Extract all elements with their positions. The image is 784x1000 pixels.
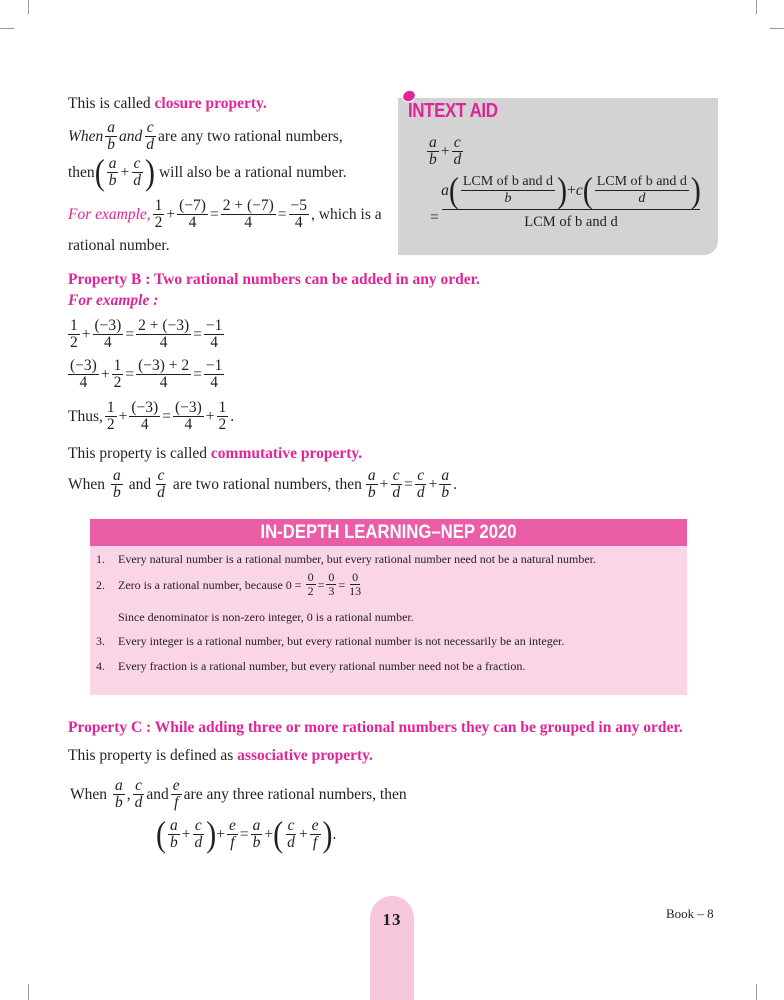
nep-since-text: Since denominator is non-zero integer, 0 is a rational number. [118,610,414,624]
fraction-a-b: $\frac{a}{b}$ [107,119,116,153]
associative-definition: When $\frac{a}{b}$ , $\frac{c}{d}$ and $\frac{e}{f}$ are any three rational numbers, then [70,777,407,811]
commutative-line: This property is called commutative property. [68,445,363,462]
nep-item: 2. Zero is a rational number, because 0 = $\frac{0}{2}$ = $\frac{0}{3}$ = $\frac{0}{13}$ [96,570,362,598]
intext-aid-formula: a ( $\frac{\text{LCM of b and d}}{b}$ ) + c ( $\frac{\text{LCM of b and d}}{d}$ ) LCM of b and d [441,170,701,230]
closure-highlight: closure property. [154,95,267,112]
closure-then-line: then ( $\frac{a}{b}$ + $\frac{c}{d}$ ) will also be a rational number. [68,152,347,192]
associative-equation: ( $\frac{a}{b}$ + $\frac{c}{d}$ ) + $\frac{e}{f}$ = $\frac{a}{b}$ + ( $\frac{c}{d}$ + $\frac{e}{f}$ ) . [156,814,337,854]
closure-rational-number: rational number. [68,237,170,254]
intext-aid-sum: $\frac{a}{b}$ + $\frac{c}{d}$ [429,134,462,168]
crop-mark [28,0,29,14]
intext-aid-title: INTEXT AID [408,100,498,122]
associative-highlight: associative property. [237,747,373,764]
closure-example: For example, $\frac{1}{2}$ + $\frac{(-7)}{4}$ = $\frac{2 + (-7)}{4}$ = $\frac{-5}{4}$ , which is a [68,197,382,231]
property-b-eq3: Thus, $\frac{1}{2}$ + $\frac{(-3)}{4}$ = $\frac{(-3)}{4}$ + $\frac{1}{2}$ . [68,399,235,433]
fraction-c-d: $\frac{c}{d}$ [146,119,155,153]
property-c-heading: Property C : While adding three or more rational numbers they can be grouped in any order. [68,719,683,736]
nep-item: 3. Every integer is a rational number, but every rational number is not necessarily be an integer. [96,634,565,648]
nep-item: 4. Every fraction is a rational number, but every rational number need not be a fraction. [96,659,526,673]
property-b-example-label: For example : [68,292,159,309]
property-b-eq1: $\frac{1}{2}$ + $\frac{(-3)}{4}$ = $\frac{2 + (-3)}{4}$ = $\frac{-1}{4}$ [70,317,223,351]
nep-item: 1. Every natural number is a rational number, but every rational number need not be a natural number. [96,552,597,566]
nep-heading: IN-DEPTH LEARNING–NEP 2020 [90,519,687,546]
crop-mark [0,28,14,29]
commutative-highlight: commutative property. [210,445,363,462]
associative-line: This property is defined as associative property. [68,747,373,764]
property-b-eq2: $\frac{(-3)}{4}$ + $\frac{1}{2}$ = $\frac{(-3) + 2}{4}$ = $\frac{-1}{4}$ [70,357,223,391]
page-number: 13 [382,910,402,929]
crop-mark [28,984,29,1000]
crop-mark [770,28,784,29]
crop-mark [756,984,757,1000]
intext-aid-equals: = [430,209,439,226]
property-b-heading: Property B : Two rational numbers can be added in any order. [68,271,480,288]
book-label: Book – 8 [666,906,714,921]
commutative-definition: When $\frac{a}{b}$ and $\frac{c}{d}$ are two rational numbers, then $\frac{a}{b}$ + $\frac{c}{d}$ = $\frac{c}{d}$ + $\frac{a}{b}$ . [68,467,457,501]
closure-definition: When $\frac{a}{b}$ and $\frac{c}{d}$ are any two rational numbers, [68,119,343,153]
crop-mark [756,0,757,14]
closure-line: This is called closure property. [68,95,267,112]
